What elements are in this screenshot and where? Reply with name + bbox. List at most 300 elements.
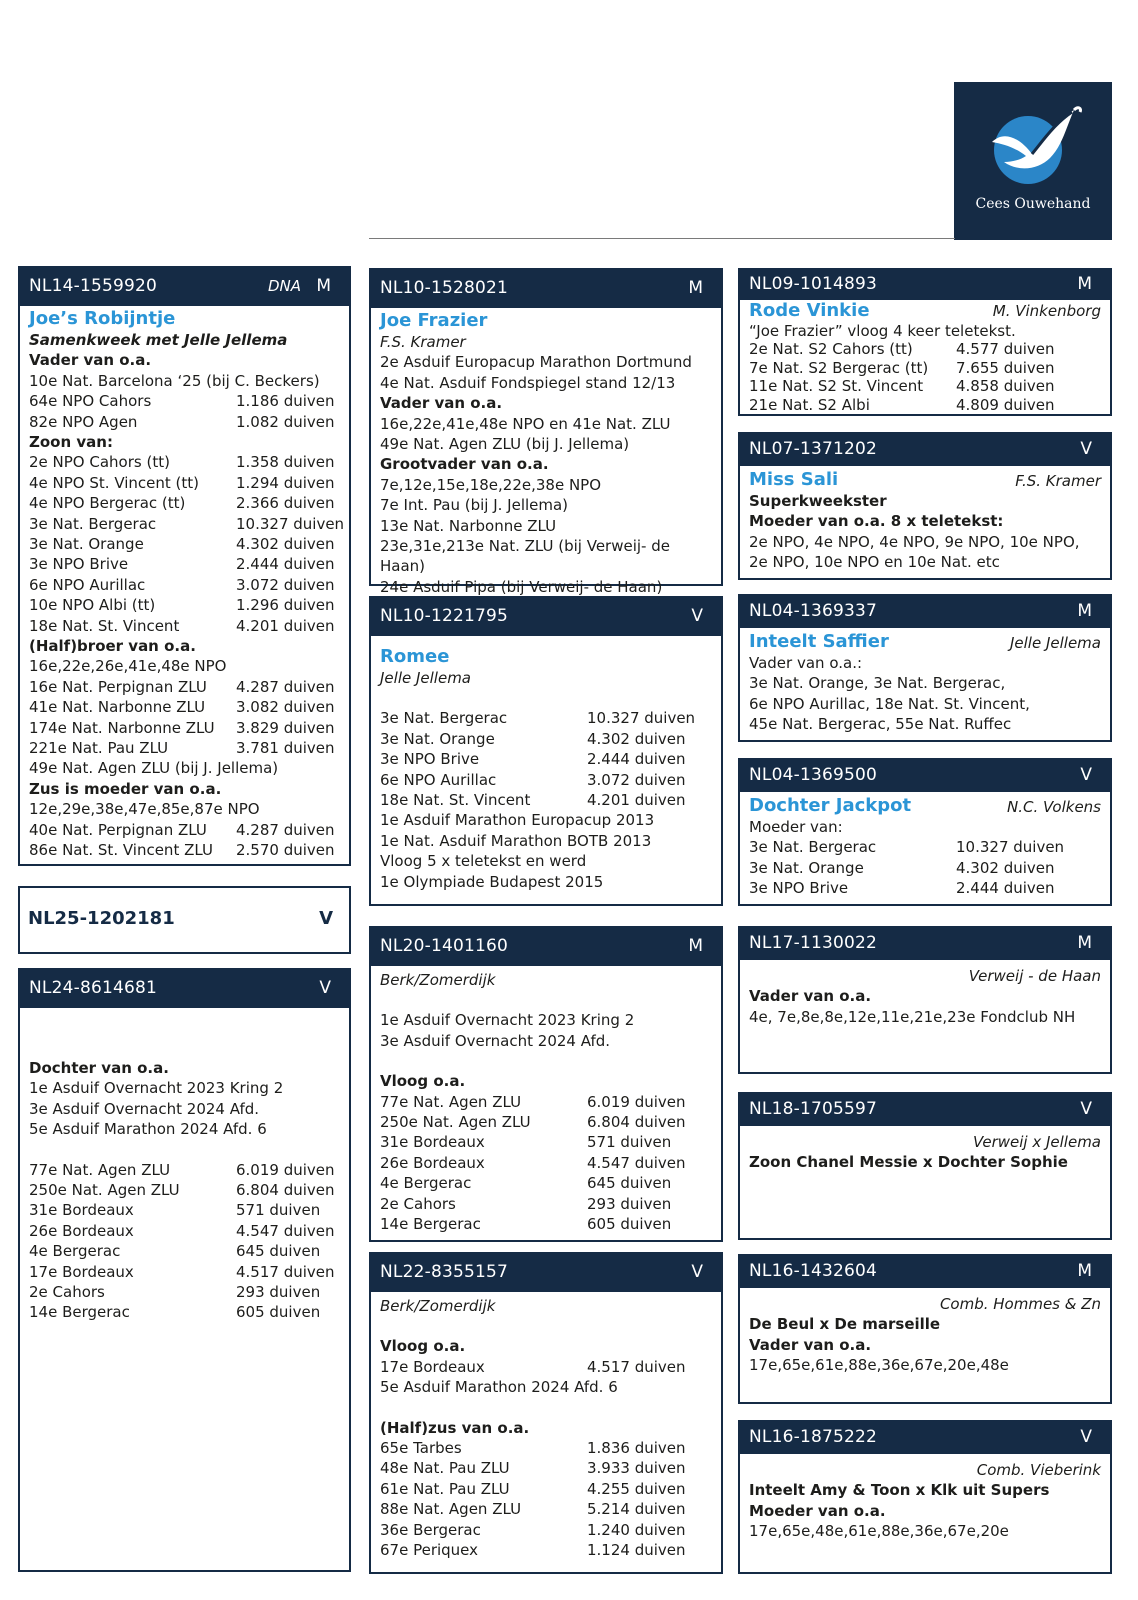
race-result: 16e Nat. Perpignan ZLU xyxy=(29,677,207,696)
race-result: 18e Nat. St. Vincent xyxy=(29,616,180,635)
card-body xyxy=(740,792,1110,899)
entry-count: 2.444 duiven xyxy=(587,750,686,769)
entry-count: 4.201 duiven xyxy=(587,790,686,809)
result-row xyxy=(29,1302,340,1322)
section-heading: Zoon van: xyxy=(29,433,113,451)
card-header xyxy=(371,270,721,308)
entry-count: 4.302 duiven xyxy=(236,534,335,553)
result-line: 2e NPO, 10e NPO en 10e Nat. etc xyxy=(749,553,1000,572)
entry-count: 6.019 duiven xyxy=(236,1160,335,1179)
result-row xyxy=(29,840,340,860)
entry-count: 3.072 duiven xyxy=(236,575,335,594)
race-result: 26e Bordeaux xyxy=(380,1153,485,1172)
card-header xyxy=(740,760,1110,792)
result-line: 45e Nat. Bergerac, 55e Nat. Ruffec xyxy=(749,715,1012,734)
entry-count: 1.296 duiven xyxy=(236,596,335,615)
breeder-name: Comb. Vieberink xyxy=(976,1461,1101,1479)
pigeon-card xyxy=(369,926,723,1242)
entry-count: 605 duiven xyxy=(587,1214,672,1233)
header-divider xyxy=(369,238,955,239)
card-body xyxy=(371,636,721,892)
sex-marker: V xyxy=(691,606,703,626)
result-line: 1e Asduif Overnacht 2023 Kring 2 xyxy=(29,1079,284,1098)
race-result: 250e Nat. Agen ZLU xyxy=(380,1113,531,1132)
pigeon-name: Rode Vinkie xyxy=(749,300,870,321)
result-row xyxy=(380,1438,712,1458)
race-result: 41e Nat. Narbonne ZLU xyxy=(29,698,206,717)
result-row xyxy=(29,738,340,758)
ring-number: NL10-1528021 xyxy=(380,278,509,298)
result-row xyxy=(29,1262,340,1282)
pigeon-card xyxy=(18,886,351,954)
sex-marker: M xyxy=(316,276,331,296)
entry-count: 2.444 duiven xyxy=(956,879,1055,898)
race-result: 3e Nat. Bergerac xyxy=(380,709,508,728)
entry-count: 6.019 duiven xyxy=(587,1092,686,1111)
card-header xyxy=(740,434,1110,466)
result-row xyxy=(380,1499,712,1519)
result-line: 3e Nat. Orange, 3e Nat. Bergerac, xyxy=(749,674,1006,693)
race-result: 67e Periquex xyxy=(380,1540,479,1559)
result-row xyxy=(29,493,340,513)
result-line: 5e Asduif Marathon 2024 Afd. 6 xyxy=(29,1120,267,1139)
pigeon-name: Romee xyxy=(380,646,450,667)
result-rows xyxy=(749,340,1101,414)
entry-count: 293 duiven xyxy=(587,1194,672,1213)
race-result: 88e Nat. Agen ZLU xyxy=(380,1500,522,1519)
ring-number: NL16-1432604 xyxy=(749,1261,878,1281)
result-lines xyxy=(380,1010,712,1051)
ring-number: NL10-1221795 xyxy=(380,606,509,626)
pigeon-card xyxy=(369,596,723,906)
breeder-name: Comb. Hommes & Zn xyxy=(939,1295,1101,1313)
ring-number: NL20-1401160 xyxy=(380,936,509,956)
sex-marker: V xyxy=(319,908,333,929)
section-heading: Grootvader van o.a. xyxy=(380,455,549,474)
result-row xyxy=(380,1520,712,1540)
race-result: 2e NPO Cahors (tt) xyxy=(29,453,170,472)
card-header xyxy=(740,270,1110,300)
result-lines xyxy=(380,352,712,393)
entry-count: 1.082 duiven xyxy=(236,412,335,431)
race-result: 3e NPO Brive xyxy=(29,555,129,574)
section-heading: Vloog o.a. xyxy=(380,1072,466,1091)
entry-count: 4.547 duiven xyxy=(236,1221,335,1240)
pigeon-card xyxy=(738,758,1112,906)
result-row xyxy=(749,396,1101,414)
entry-count: 1.358 duiven xyxy=(236,453,335,472)
result-row xyxy=(29,391,340,411)
race-result: 3e NPO Brive xyxy=(749,879,849,898)
result-rows xyxy=(380,1357,712,1377)
result-line: 24e Asduif Pipa (bij Verweij- de Haan) xyxy=(380,577,663,596)
result-line: 5e Asduif Marathon 2024 Afd. 6 xyxy=(380,1378,618,1397)
breeder-name: M. Vinkenborg xyxy=(992,302,1101,320)
sex-marker: V xyxy=(691,1262,703,1282)
breeder-name: Verweij - de Haan xyxy=(968,967,1101,985)
race-result: 3e NPO Brive xyxy=(380,750,480,769)
entry-count: 4.809 duiven xyxy=(956,395,1055,414)
result-row xyxy=(749,878,1101,898)
race-result: 17e Bordeaux xyxy=(380,1357,485,1376)
result-line: 6e NPO Aurillac, 18e Nat. St. Vincent, xyxy=(749,694,1030,713)
entry-count: 645 duiven xyxy=(587,1174,672,1193)
result-line: 49e Nat. Agen ZLU (bij J. Jellema) xyxy=(380,435,630,454)
result-row xyxy=(380,770,712,790)
race-result: 65e Tarbes xyxy=(380,1439,462,1458)
result-row xyxy=(380,1479,712,1499)
card-body xyxy=(371,966,721,1234)
race-result: 48e Nat. Pau ZLU xyxy=(380,1459,510,1478)
result-row xyxy=(29,1221,340,1241)
pigeon-subtitle: Samenkweek met Jelle Jellema xyxy=(29,331,288,349)
race-result: 10e NPO Albi (tt) xyxy=(29,596,156,615)
sex-marker: V xyxy=(1080,1427,1092,1447)
entry-count: 5.214 duiven xyxy=(587,1500,686,1519)
card-header xyxy=(20,268,349,306)
pigeon-card xyxy=(738,594,1112,742)
breeder-name: Jelle Jellema xyxy=(380,669,472,687)
result-line: 1e Olympiade Budapest 2015 xyxy=(380,872,604,891)
result-rows xyxy=(29,820,340,861)
section-heading: Dochter van o.a. xyxy=(29,1059,169,1077)
race-result: 21e Nat. S2 Albi xyxy=(749,395,870,414)
result-row xyxy=(380,1458,712,1478)
card-body xyxy=(371,1292,721,1560)
card-body xyxy=(740,1126,1110,1173)
race-result: 3e Nat. Bergerac xyxy=(29,514,157,533)
race-result: 36e Bergerac xyxy=(380,1520,481,1539)
result-row xyxy=(29,1160,340,1180)
result-lines xyxy=(380,414,712,455)
entry-count: 293 duiven xyxy=(236,1282,321,1301)
card-body xyxy=(740,1288,1110,1376)
race-result: 3e Nat. Bergerac xyxy=(749,838,877,857)
entry-count: 1.294 duiven xyxy=(236,473,335,492)
entry-count: 571 duiven xyxy=(236,1201,321,1220)
pigeon-name: Joe Frazier xyxy=(380,310,488,331)
breeder-name: Berk/Zomerdijk xyxy=(380,1297,496,1315)
result-lines xyxy=(29,1078,340,1139)
entry-count: 571 duiven xyxy=(587,1133,672,1152)
race-result: 77e Nat. Agen ZLU xyxy=(380,1092,522,1111)
race-result: 86e Nat. St. Vincent ZLU xyxy=(29,840,213,859)
race-result: 250e Nat. Agen ZLU xyxy=(29,1181,180,1200)
result-line: 1e Asduif Marathon Europacup 2013 xyxy=(380,811,655,830)
entry-count: 2.366 duiven xyxy=(236,494,335,513)
entry-count: 1.836 duiven xyxy=(587,1439,686,1458)
result-line: 16e,22e,41e,48e NPO en 41e Nat. ZLU xyxy=(380,414,671,433)
entry-count: 4.858 duiven xyxy=(956,377,1055,396)
race-result: 82e NPO Agen xyxy=(29,412,138,431)
result-rows xyxy=(29,452,345,636)
race-result: 3e Nat. Orange xyxy=(29,534,144,553)
result-row xyxy=(29,412,340,432)
result-line: 17e,65e,61e,88e,36e,67e,20e,48e xyxy=(749,1356,1009,1375)
sex-marker: M xyxy=(688,278,703,298)
entry-count: 2.444 duiven xyxy=(236,555,335,574)
result-row xyxy=(380,1092,712,1112)
result-line: 1e Nat. Asduif Marathon BOTB 2013 xyxy=(380,831,652,850)
sex-marker: V xyxy=(1080,765,1092,785)
result-row xyxy=(29,554,340,574)
result-line: 10e Nat. Barcelona ‘25 (bij C. Beckers) xyxy=(29,371,320,390)
result-rows xyxy=(29,391,340,432)
result-row xyxy=(29,1180,340,1200)
card-header xyxy=(740,1094,1110,1126)
sex-marker: M xyxy=(1077,1261,1092,1281)
result-row xyxy=(749,858,1101,878)
result-rows xyxy=(749,837,1101,898)
section-heading: Vader van o.a. xyxy=(749,1335,872,1354)
result-row xyxy=(380,790,712,810)
race-result: 2e Cahors xyxy=(380,1194,456,1213)
result-row xyxy=(29,616,340,636)
pigeon-card xyxy=(738,432,1112,580)
entry-count: 2.570 duiven xyxy=(236,840,335,859)
result-lines xyxy=(380,475,712,597)
result-row xyxy=(749,359,1101,377)
card-header xyxy=(371,928,721,966)
breeder-name: F.S. Kramer xyxy=(380,333,466,351)
result-row xyxy=(29,514,345,534)
entry-count: 3.082 duiven xyxy=(236,698,335,717)
section-heading: Superkweekster xyxy=(749,492,887,510)
result-line: 23e,31e,213e Nat. ZLU (bij Verweij- de Haan) xyxy=(380,537,670,576)
result-line: 13e Nat. Narbonne ZLU xyxy=(380,516,557,535)
card-header xyxy=(371,598,721,636)
pigeon-card xyxy=(369,1252,723,1574)
ring-number: NL16-1875222 xyxy=(749,1427,878,1447)
result-row xyxy=(380,749,712,769)
result-line: 7e,12e,15e,18e,22e,38e NPO xyxy=(380,475,602,494)
race-result: 221e Nat. Pau ZLU xyxy=(29,738,169,757)
entry-count: 4.517 duiven xyxy=(236,1262,335,1281)
result-row xyxy=(380,729,712,749)
sex-marker: M xyxy=(688,936,703,956)
section-heading: (Half)broer van o.a. xyxy=(29,636,196,655)
result-row xyxy=(29,718,340,738)
section-heading: Vader van o.a. xyxy=(380,394,503,413)
pigeon-card xyxy=(18,968,351,1572)
result-rows xyxy=(29,1160,340,1323)
race-result: 174e Nat. Narbonne ZLU xyxy=(29,718,215,737)
result-row xyxy=(749,340,1101,358)
card-header xyxy=(740,596,1110,628)
result-line: 3e Asduif Overnacht 2024 Afd. xyxy=(29,1099,260,1118)
result-line: 16e,22e,26e,41e,48e NPO xyxy=(29,657,227,676)
logo-block xyxy=(954,82,1112,240)
result-row xyxy=(380,1357,712,1377)
pigeon-name: Inteelt Saffier xyxy=(749,631,889,652)
result-row xyxy=(29,575,340,595)
result-row xyxy=(29,677,340,697)
entry-count: 4.547 duiven xyxy=(587,1153,686,1172)
pigeon-card xyxy=(738,926,1112,1074)
sex-marker: M xyxy=(1077,933,1092,953)
race-result: 6e NPO Aurillac xyxy=(29,575,146,594)
result-rows xyxy=(380,1092,712,1235)
entry-count: 6.804 duiven xyxy=(587,1113,686,1132)
result-row xyxy=(380,708,712,728)
section-heading: Zus is moeder van o.a. xyxy=(29,779,222,798)
section-heading: Zoon Chanel Messie x Dochter Sophie xyxy=(749,1153,1068,1172)
result-row xyxy=(380,1112,712,1132)
result-line: 3e Asduif Overnacht 2024 Afd. xyxy=(380,1031,611,1050)
result-line: 4e Nat. Asduif Fondspiegel stand 12/13 xyxy=(380,373,676,392)
entry-count: 4.287 duiven xyxy=(236,820,335,839)
ring-number: NL17-1130022 xyxy=(749,933,878,953)
race-result: 26e Bordeaux xyxy=(29,1221,134,1240)
result-line: Vloog 5 x teletekst en werd xyxy=(380,852,587,871)
entry-count: 4.577 duiven xyxy=(956,340,1055,359)
entry-count: 4.517 duiven xyxy=(587,1357,686,1376)
result-rows xyxy=(380,708,712,810)
entry-count: 7.655 duiven xyxy=(956,358,1055,377)
ring-number: NL07-1371202 xyxy=(749,439,878,459)
section-heading: De Beul x De marseille xyxy=(749,1315,941,1334)
breeder-name: N.C. Volkens xyxy=(1007,798,1101,816)
dna-badge: DNA xyxy=(267,277,301,295)
result-row xyxy=(29,1282,340,1302)
entry-count: 10.327 duiven xyxy=(236,514,345,533)
pigeon-card xyxy=(738,268,1112,416)
result-lines xyxy=(749,653,1101,735)
entry-count: 4.302 duiven xyxy=(587,729,686,748)
result-row xyxy=(749,377,1101,395)
ring-number: NL09-1014893 xyxy=(749,274,878,294)
result-row xyxy=(380,1194,712,1214)
entry-count: 3.781 duiven xyxy=(236,738,335,757)
result-lines xyxy=(749,532,1101,573)
card-header xyxy=(740,1256,1110,1288)
entry-count: 4.201 duiven xyxy=(236,616,335,635)
entry-count: 4.255 duiven xyxy=(587,1479,686,1498)
entry-count: 4.302 duiven xyxy=(956,858,1055,877)
section-heading: Vloog o.a. xyxy=(380,1337,466,1356)
race-result: 11e Nat. S2 St. Vincent xyxy=(749,377,924,396)
race-result: 4e NPO Bergerac (tt) xyxy=(29,494,186,513)
sex-marker: V xyxy=(319,978,331,998)
ring-number: NL22-8355157 xyxy=(380,1262,509,1282)
card-body xyxy=(740,1454,1110,1542)
pigeon-card xyxy=(738,1420,1112,1574)
card-body xyxy=(740,300,1110,414)
card-body xyxy=(740,466,1110,573)
section-heading: Moeder van o.a. 8 x teletekst: xyxy=(749,512,1004,531)
logo-text: Cees Ouwehand xyxy=(975,196,1091,212)
race-result: 14e Bergerac xyxy=(29,1303,130,1322)
entry-count: 4.287 duiven xyxy=(236,677,335,696)
ring-number: NL14-1559920 xyxy=(29,276,158,296)
race-result: 61e Nat. Pau ZLU xyxy=(380,1479,510,1498)
race-result: 17e Bordeaux xyxy=(29,1262,134,1281)
section-heading: Moeder van o.a. xyxy=(749,1501,886,1520)
result-row xyxy=(380,1132,712,1152)
race-result: 2e Nat. S2 Cahors (tt) xyxy=(749,340,913,359)
pigeon-name: Joe’s Robijntje xyxy=(29,308,176,329)
result-lines xyxy=(380,810,712,892)
pigeon-card xyxy=(369,268,723,596)
section-heading: Vader van o.a. xyxy=(749,987,872,1006)
pigeon-card xyxy=(738,1254,1112,1404)
pigeon-card xyxy=(18,266,351,866)
race-result: 77e Nat. Agen ZLU xyxy=(29,1160,171,1179)
entry-count: 1.124 duiven xyxy=(587,1540,686,1559)
result-line: Moeder van: xyxy=(749,818,843,836)
card-body xyxy=(20,306,349,860)
result-row xyxy=(29,1241,340,1261)
race-result: 31e Bordeaux xyxy=(380,1133,485,1152)
sex-marker: M xyxy=(1077,601,1092,621)
result-line: 49e Nat. Agen ZLU (bij J. Jellema) xyxy=(29,759,279,778)
sex-marker: M xyxy=(1077,274,1092,294)
entry-count: 645 duiven xyxy=(236,1242,321,1261)
sex-marker: V xyxy=(1080,1099,1092,1119)
card-header xyxy=(740,928,1110,960)
section-heading: Inteelt Amy & Toon x Klk uit Supers xyxy=(749,1481,1050,1500)
ring-number: NL18-1705597 xyxy=(749,1099,878,1119)
entry-count: 605 duiven xyxy=(236,1303,321,1322)
entry-count: 10.327 duiven xyxy=(587,709,696,728)
result-line: 2e NPO, 4e NPO, 4e NPO, 9e NPO, 10e NPO, xyxy=(749,532,1080,551)
result-row xyxy=(29,595,340,615)
race-result: 3e Nat. Orange xyxy=(380,729,495,748)
pigeon-card xyxy=(738,1092,1112,1240)
card-header xyxy=(20,970,349,1008)
ring-number: NL04-1369337 xyxy=(749,601,878,621)
result-row xyxy=(29,697,340,717)
race-result: 31e Bordeaux xyxy=(29,1201,134,1220)
result-row xyxy=(380,1173,712,1193)
result-line: 1e Asduif Overnacht 2023 Kring 2 xyxy=(380,1011,635,1030)
entry-count: 3.072 duiven xyxy=(587,770,686,789)
result-rows xyxy=(380,1438,712,1560)
entry-count: 10.327 duiven xyxy=(956,838,1065,857)
pigeon-name: Dochter Jackpot xyxy=(749,795,912,816)
entry-count: 1.240 duiven xyxy=(587,1520,686,1539)
card-body xyxy=(740,960,1110,1027)
race-result: 7e Nat. S2 Bergerac (tt) xyxy=(749,358,929,377)
result-row xyxy=(29,473,340,493)
result-line: “Joe Frazier” vloog 4 keer teletekst. xyxy=(749,322,1016,340)
card-body xyxy=(20,1008,349,1323)
section-heading: Vader van o.a. xyxy=(29,351,152,370)
race-result: 4e NPO St. Vincent (tt) xyxy=(29,473,200,492)
result-line: 4e, 7e,8e,8e,12e,11e,21e,23e Fondclub NH xyxy=(749,1007,1076,1026)
ring-number: NL24-8614681 xyxy=(29,978,158,998)
race-result: 18e Nat. St. Vincent xyxy=(380,790,531,809)
result-line: 7e Int. Pau (bij J. Jellema) xyxy=(380,496,569,515)
result-row xyxy=(380,1540,712,1560)
breeder-name: Jelle Jellema xyxy=(1009,634,1101,652)
ring-number: NL04-1369500 xyxy=(749,765,878,785)
breeder-name: F.S. Kramer xyxy=(1015,472,1101,490)
race-result: 2e Cahors xyxy=(29,1282,105,1301)
sex-marker: V xyxy=(1080,439,1092,459)
result-row xyxy=(749,837,1101,857)
result-row xyxy=(380,1214,712,1234)
result-line: Vader van o.a.: xyxy=(749,654,863,672)
race-result: 3e Nat. Orange xyxy=(749,858,864,877)
card-body xyxy=(740,628,1110,735)
result-line: 12e,29e,38e,47e,85e,87e NPO xyxy=(29,800,260,819)
card-body xyxy=(371,308,721,597)
race-result: 6e NPO Aurillac xyxy=(380,770,497,789)
entry-count: 3.933 duiven xyxy=(587,1459,686,1478)
ring-number: NL25-1202181 xyxy=(28,908,175,929)
result-row xyxy=(380,1153,712,1173)
